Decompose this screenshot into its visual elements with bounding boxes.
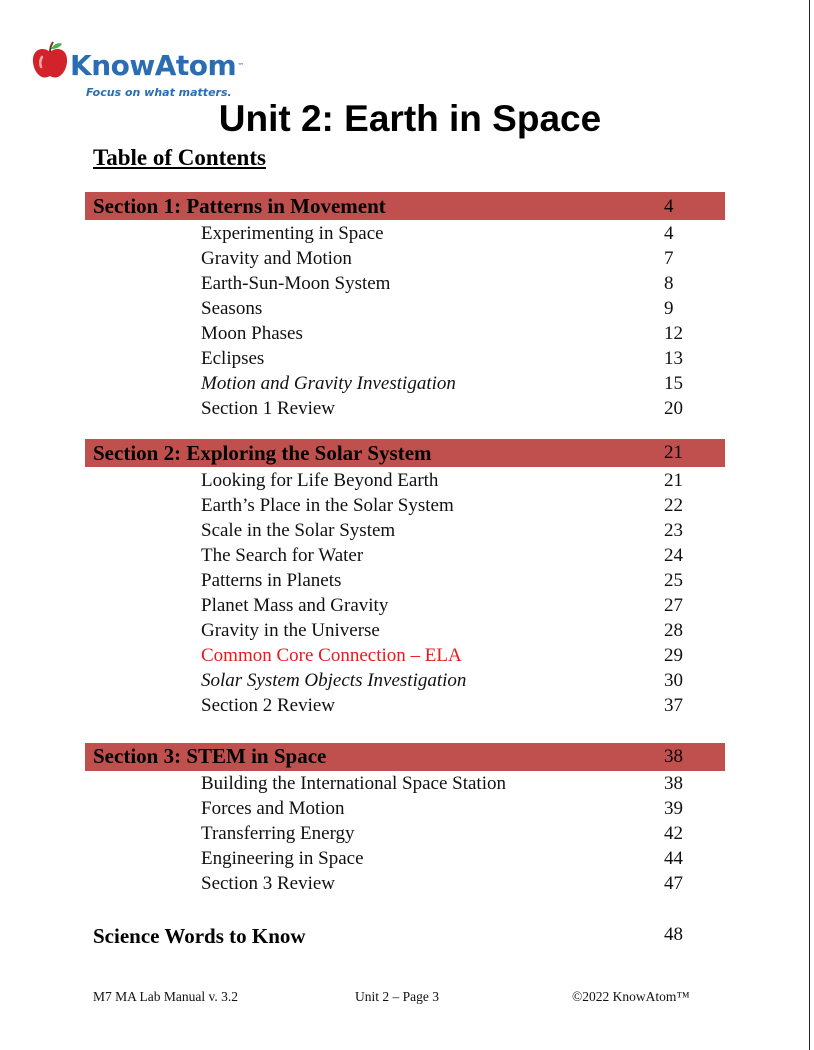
- toc-page-number: 23: [664, 520, 683, 541]
- toc-page-number: 30: [664, 670, 683, 691]
- section-page-number: 4: [664, 196, 674, 217]
- toc-page-number: 47: [664, 873, 683, 894]
- section-page-number: 21: [664, 442, 683, 463]
- toc-page-number: 9: [664, 298, 674, 319]
- toc-entry: Section 1 Review: [201, 398, 336, 419]
- toc-page-number: 39: [664, 798, 683, 819]
- science-words-page-number: 48: [664, 924, 683, 945]
- toc-page-number: 7: [664, 248, 674, 269]
- toc-page-number: 20: [664, 398, 683, 419]
- toc-entry: Gravity and Motion: [201, 248, 352, 269]
- toc-page-number: 22: [664, 495, 683, 516]
- toc-entry: Engineering in Space: [201, 848, 364, 869]
- toc-entry: Section 2 Review: [201, 695, 336, 716]
- toc-entry-investigation: Solar System Objects Investigation: [201, 670, 467, 691]
- toc-page-number: 27: [664, 595, 683, 616]
- toc-page-number: 37: [664, 695, 683, 716]
- toc-page-number: 21: [664, 470, 683, 491]
- toc-entry-common-core: Common Core Connection – ELA: [201, 645, 462, 666]
- section-page-number: 38: [664, 746, 683, 767]
- toc-entry: Patterns in Planets: [201, 570, 342, 591]
- toc-page-number: 28: [664, 620, 683, 641]
- brand-name: KnowAtom™: [70, 49, 244, 82]
- section-title: Section 2: Exploring the Solar System: [93, 441, 432, 465]
- science-words-title: Science Words to Know: [93, 924, 306, 948]
- footer-manual-version: M7 MA Lab Manual v. 3.2: [93, 989, 238, 1004]
- toc-page-number: 38: [664, 773, 683, 794]
- knowatom-logo: [30, 40, 270, 102]
- section-title: Section 1: Patterns in Movement: [93, 194, 386, 218]
- toc-heading: Table of Contents: [93, 145, 266, 170]
- footer-page-label: Unit 2 – Page 3: [355, 989, 439, 1004]
- toc-entry: Transferring Energy: [201, 823, 355, 844]
- page-title: Unit 2: Earth in Space: [218, 98, 602, 139]
- toc-entry: Earth’s Place in the Solar System: [201, 495, 454, 516]
- toc-entry-investigation: Motion and Gravity Investigation: [201, 373, 456, 394]
- brand-tagline: Focus on what matters.: [86, 86, 232, 99]
- toc-page-number: 24: [664, 545, 683, 566]
- toc-page-number: 29: [664, 645, 683, 666]
- footer-copyright: ©2022 KnowAtom™: [572, 989, 690, 1004]
- toc-entry: Eclipses: [201, 348, 265, 369]
- toc-entry: Gravity in the Universe: [201, 620, 380, 641]
- toc-entry: Seasons: [201, 298, 263, 319]
- toc-entry: Planet Mass and Gravity: [201, 595, 389, 616]
- toc-entry: Earth-Sun-Moon System: [201, 273, 391, 294]
- toc-page-number: 42: [664, 823, 683, 844]
- toc-entry: Building the International Space Station: [201, 773, 506, 794]
- toc-entry: Experimenting in Space: [201, 223, 384, 244]
- toc-page-number: 15: [664, 373, 683, 394]
- toc-entry: Scale in the Solar System: [201, 520, 396, 541]
- toc-page-number: 44: [664, 848, 683, 869]
- toc-entry: The Search for Water: [201, 545, 364, 566]
- apple-icon: [30, 40, 70, 82]
- toc-entry: Moon Phases: [201, 323, 303, 344]
- toc-page-number: 13: [664, 348, 683, 369]
- section-title: Section 3: STEM in Space: [93, 744, 327, 768]
- toc-page-number: 12: [664, 323, 683, 344]
- toc-entry: Looking for Life Beyond Earth: [201, 470, 439, 491]
- page-right-border: [809, 0, 810, 1050]
- toc-page-number: 25: [664, 570, 683, 591]
- toc-page-number: 4: [664, 223, 674, 244]
- toc-entry: Section 3 Review: [201, 873, 336, 894]
- toc-entry: Forces and Motion: [201, 798, 345, 819]
- toc-page-number: 8: [664, 273, 674, 294]
